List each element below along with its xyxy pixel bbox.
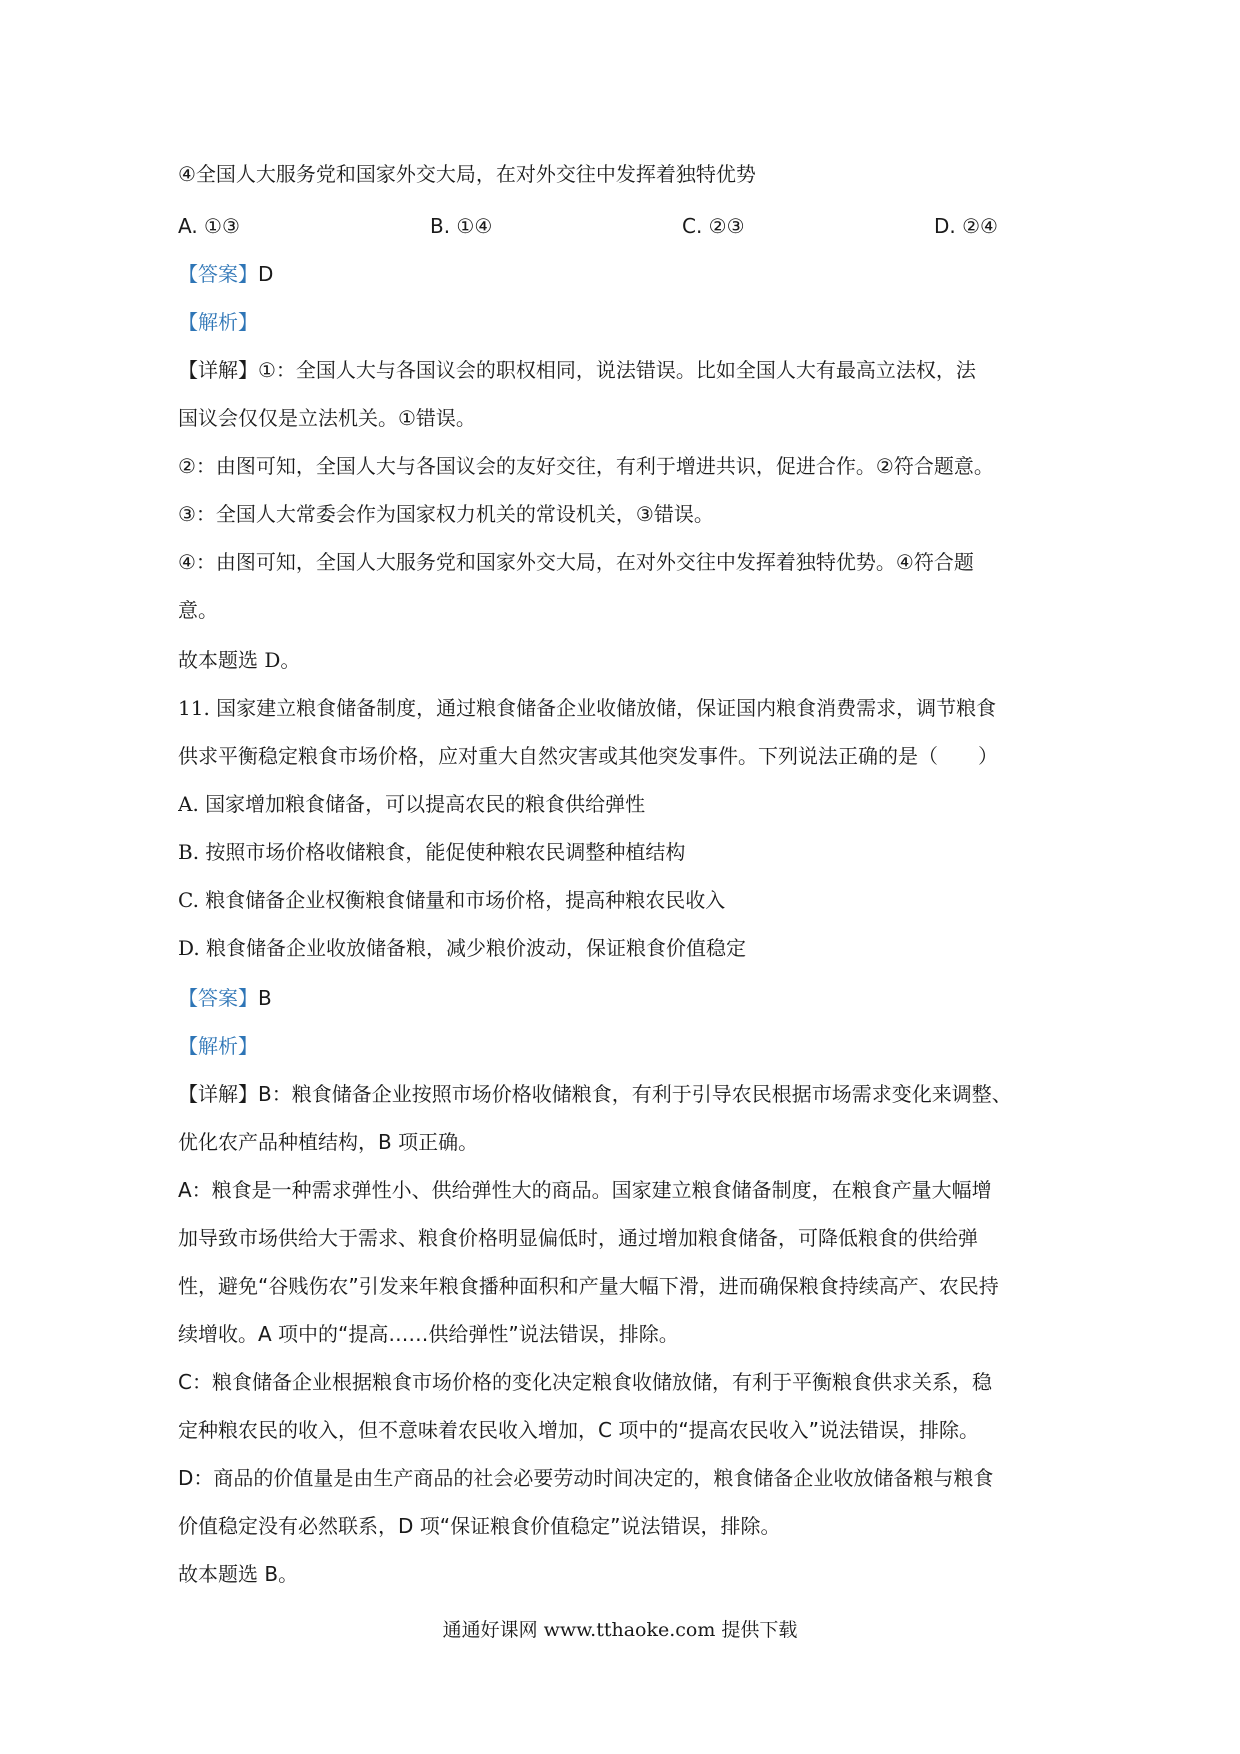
answer-value: B [258,986,272,1010]
detail-text: B：粮食储备企业按照市场价格收储粮食，有利于引导农民根据市场需求变化来调整、 [258,1082,1012,1106]
question-11-option-c: C. 粮食储备企业权衡粮食储量和市场价格，提高种粮农民收入 [178,888,726,912]
question-11-analysis-tag: 【解析】 [178,1034,258,1058]
question-11-conclusion: 故本题选 B。 [178,1562,299,1586]
question-11-option-a: A. 国家增加粮食储备，可以提高农民的粮食供给弹性 [178,792,646,816]
question-11-answer [178,984,1070,1012]
question-11-detail-line: 优化农产品种植结构，B 项正确。 [178,1130,479,1154]
question-11-option-b: B. 按照市场价格收储粮食，能促使种粮农民调整种植结构 [178,840,686,864]
question-10-detail-line: ④：由图可知，全国人大服务党和国家外交大局，在对外交往中发挥着独特优势。④符合题 [178,550,974,574]
answer-tag: 【答案】 [178,986,258,1010]
question-10-answer [178,260,1070,288]
question-10-choice-d: D. ②④ [934,214,998,238]
question-11-detail-line: C：粮食储备企业根据粮食市场价格的变化决定粮食收储放储，有利于平衡粮食供求关系，稳 [178,1370,992,1394]
question-11-detail-line: 性，避免“谷贱伤农”引发来年粮食播种面积和产量大幅下滑，进而确保粮食持续高产、农民持 [178,1274,999,1298]
detail-tag: 【详解】 [178,1082,258,1106]
page-footer-credit: 通通好课网 www.tthaoke.com 提供下载 [442,1619,798,1641]
question-10-detail-line: 国议会仅仅是立法机关。①错误。 [178,406,476,430]
question-10-detail-line: ②：由图可知，全国人大与各国议会的友好交往，有利于增进共识，促进合作。②符合题意。 [178,454,994,478]
question-11-stem-line: 供求平衡稳定粮食市场价格，应对重大自然灾害或其他突发事件。下列说法正确的是（ ） [178,744,998,768]
question-11-detail-line: A：粮食是一种需求弹性小、供给弹性大的商品。国家建立粮食储备制度，在粮食产量大幅增 [178,1178,992,1202]
question-11-detail-line: 价值稳定没有必然联系，D 项“保证粮食价值稳定”说法错误，排除。 [178,1514,781,1538]
question-11-option-d: D. 粮食储备企业收放储备粮，减少粮价波动，保证粮食价值稳定 [178,936,747,960]
question-11-detail-line: 定种粮农民的收入，但不意味着农民收入增加，C 项中的“提高农民收入”说法错误，排除。 [178,1418,980,1442]
question-10-choice-b: B. ①④ [430,214,493,238]
question-10-analysis-tag: 【解析】 [178,310,258,334]
question-10-detail-line: ③：全国人大常委会作为国家权力机关的常设机关，③错误。 [178,502,714,526]
question-10-choice-c: C. ②③ [682,214,745,238]
question-11-detail-line: 加导致市场供给大于需求、粮食价格明显偏低时，通过增加粮食储备，可降低粮食的供给弹 [178,1226,978,1250]
question-11-detail-line: 续增收。A 项中的“提高……供给弹性”说法错误，排除。 [178,1322,679,1346]
question-11-detail-line [178,1080,1070,1108]
detail-tag: 【详解】 [178,358,258,382]
question-11-detail-line: D：商品的价值量是由生产商品的社会必要劳动时间决定的，粮食储备企业收放储备粮与粮食 [178,1466,994,1490]
answer-tag: 【答案】 [178,262,258,286]
detail-text: ①：全国人大与各国议会的职权相同，说法错误。比如全国人大有最高立法权，法 [258,358,976,382]
question-11-stem-line: 11. 国家建立粮食储备制度，通过粮食储备企业收储放储，保证国内粮食消费需求，调节粮食 [178,696,997,720]
question-10-detail-line: 意。 [178,598,218,622]
question-10-detail-line [178,356,1070,384]
answer-value: D [258,262,274,286]
question-10-conclusion: 故本题选 D。 [178,648,301,672]
question-10-choice-a: A. ①③ [178,214,240,238]
question-10-option-4-text: ④全国人大服务党和国家外交大局，在对外交往中发挥着独特优势 [178,162,756,186]
